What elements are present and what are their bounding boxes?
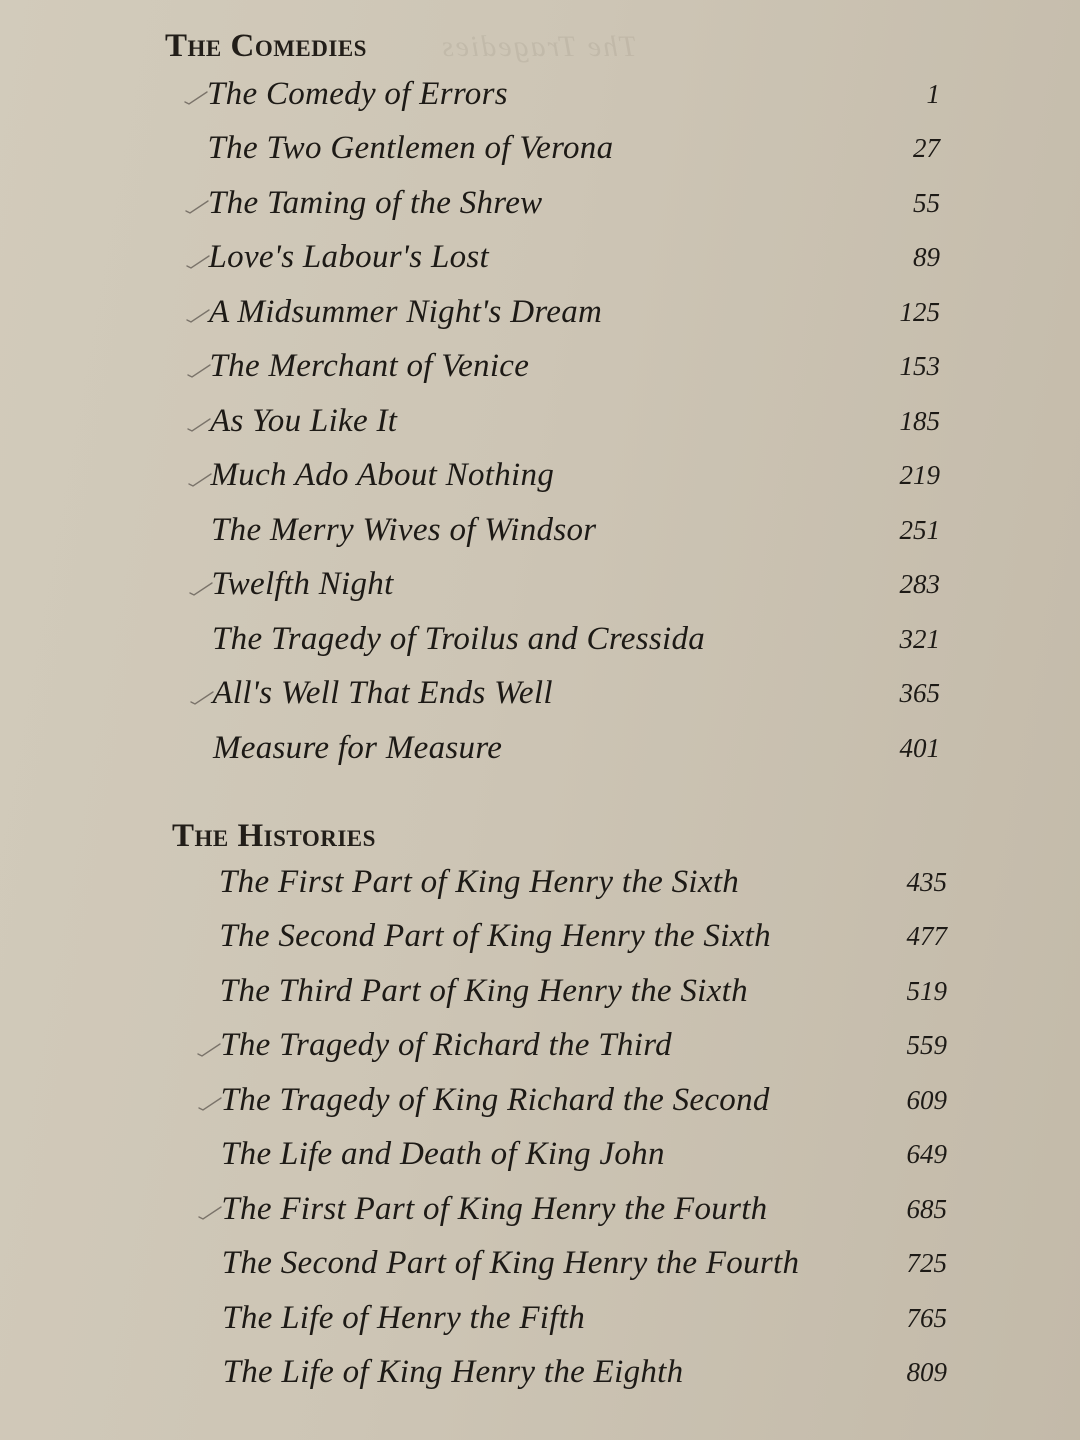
toc-entry[interactable] — [172, 1346, 972, 1401]
entry-title: The First Part of King Henry the Fourth — [221, 1190, 768, 1227]
toc-entry[interactable] — [165, 67, 965, 122]
page-number: 725 — [906, 1248, 947, 1279]
entry-title: As You Like It — [210, 402, 398, 439]
entry-title: The Third Part of King Henry the Sixth — [219, 972, 748, 1009]
entry-list — [172, 855, 972, 1400]
toc-entry[interactable] — [172, 1128, 972, 1183]
page-number: 89 — [913, 242, 940, 273]
entry-title: Twelfth Night — [211, 566, 394, 603]
toc-entry[interactable] — [165, 721, 965, 776]
toc-entry[interactable] — [172, 1019, 972, 1074]
entry-title: The Second Part of King Henry the Sixth — [219, 918, 771, 955]
entry-list — [165, 67, 965, 776]
toc-entry[interactable] — [165, 340, 965, 395]
entry-title: The Second Part of King Henry the Fourth — [221, 1245, 800, 1282]
entry-title: The First Part of King Henry the Sixth — [219, 863, 740, 900]
page-number: 283 — [899, 569, 940, 600]
page-number: 765 — [906, 1302, 947, 1333]
toc-entry[interactable] — [172, 964, 972, 1019]
section-heading: The Comedies — [165, 28, 367, 64]
toc-entry[interactable] — [172, 855, 972, 910]
page-number: 685 — [906, 1193, 947, 1224]
pencil-check-icon — [185, 253, 211, 269]
page-number: 519 — [906, 975, 947, 1006]
toc-entry[interactable] — [165, 558, 965, 613]
entry-title: The Life of King Henry the Eighth — [222, 1354, 684, 1391]
entry-title: The Taming of the Shrew — [208, 184, 543, 221]
page-number: 125 — [899, 296, 940, 327]
section-comedies — [165, 28, 965, 776]
pencil-check-icon — [184, 198, 210, 214]
page-number: 649 — [906, 1139, 947, 1170]
pencil-check-icon — [186, 362, 212, 378]
page-number: 55 — [913, 187, 940, 218]
toc-entry[interactable] — [165, 612, 965, 667]
entry-title: The Merchant of Venice — [209, 348, 530, 385]
page-number: 435 — [906, 866, 947, 897]
toc-entry[interactable] — [172, 1182, 972, 1237]
toc-entry[interactable] — [172, 1291, 972, 1346]
page-number: 365 — [899, 678, 940, 709]
pencil-check-icon — [187, 471, 213, 487]
pencil-check-icon — [197, 1095, 223, 1111]
toc-entry[interactable] — [172, 910, 972, 965]
section-heading: The Histories — [172, 818, 376, 854]
toc-entry[interactable] — [165, 449, 965, 504]
toc-entry[interactable] — [165, 231, 965, 286]
page-number: 251 — [899, 514, 940, 545]
entry-title: The Life and Death of King John — [221, 1136, 665, 1173]
page-number: 401 — [899, 732, 940, 763]
entry-title: The Tragedy of Troilus and Cressida — [212, 620, 706, 657]
entry-title: Much Ado About Nothing — [210, 457, 555, 494]
toc-entry[interactable] — [165, 285, 965, 340]
toc-entry[interactable] — [165, 176, 965, 231]
pencil-check-icon — [185, 307, 211, 323]
toc-entry[interactable] — [172, 1073, 972, 1128]
page-number: 321 — [899, 623, 940, 654]
pencil-check-icon — [189, 689, 215, 705]
page-number: 185 — [899, 405, 940, 436]
entry-title: The Tragedy of Richard the Third — [220, 1027, 672, 1064]
toc-entry[interactable] — [165, 394, 965, 449]
entry-title: Measure for Measure — [213, 729, 503, 766]
page-number: 559 — [906, 1030, 947, 1061]
pencil-check-icon — [197, 1204, 223, 1220]
entry-title: All's Well That Ends Well — [212, 675, 553, 712]
section-histories — [172, 818, 972, 1400]
toc-entry[interactable] — [172, 1237, 972, 1292]
page-number: 477 — [906, 921, 947, 952]
toc-entry[interactable] — [165, 667, 965, 722]
toc-entry[interactable] — [165, 122, 965, 177]
page-number: 27 — [913, 133, 940, 164]
toc-entry[interactable] — [165, 503, 965, 558]
page-number: 219 — [899, 460, 940, 491]
entry-title: Love's Labour's Lost — [208, 239, 490, 276]
page-number: 609 — [906, 1084, 947, 1115]
entry-title: The Two Gentlemen of Verona — [207, 130, 614, 167]
entry-title: A Midsummer Night's Dream — [209, 293, 603, 330]
page-number: 153 — [899, 351, 940, 382]
page-number: 809 — [906, 1357, 947, 1388]
entry-title: The Tragedy of King Richard the Second — [220, 1081, 770, 1118]
pencil-check-icon — [196, 1041, 222, 1057]
entry-title: The Comedy of Errors — [207, 75, 508, 112]
entry-title: The Life of Henry the Fifth — [222, 1299, 585, 1336]
page-number: 1 — [926, 78, 940, 109]
pencil-check-icon — [186, 416, 212, 432]
entry-title: The Merry Wives of Windsor — [211, 511, 597, 548]
pencil-check-icon — [188, 580, 214, 596]
bleed-through-text: The Tragedies — [440, 30, 637, 63]
pencil-check-icon — [183, 89, 209, 105]
